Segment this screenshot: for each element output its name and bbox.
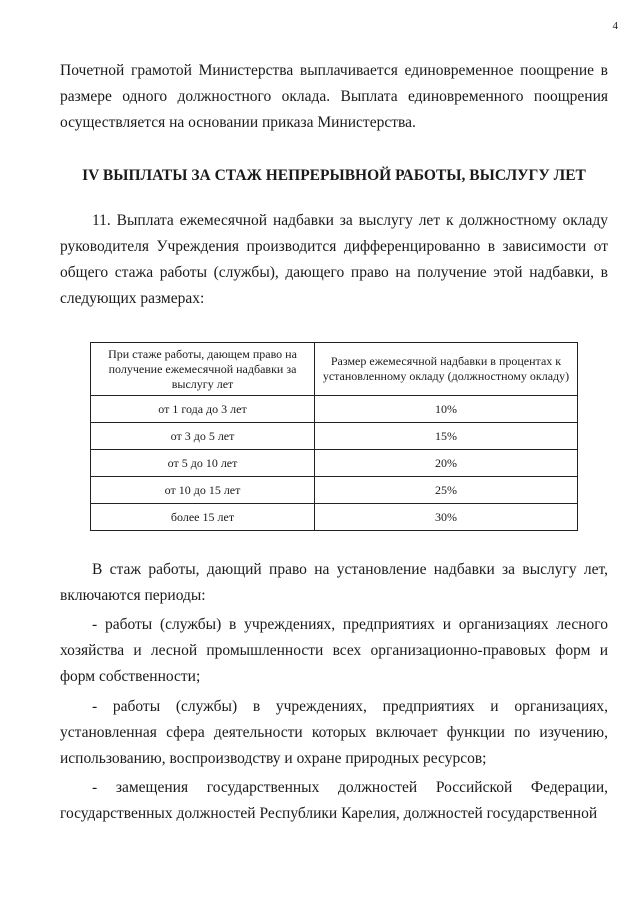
paragraph-11: 11. Выплата ежемесячной надбавки за выслугу лет к должностному окладу руководителя Учреждения производится дифференцированно в зависимости от общего стажа работы (службы), дающего право на получение этой надбавки, в следующих размерах: — [60, 212, 608, 307]
section-heading: IV ВЫПЛАТЫ ЗА СТАЖ НЕПРЕРЫВНОЙ РАБОТЫ, ВЫСЛУГУ ЛЕТ — [82, 167, 586, 184]
table-row — [91, 450, 578, 477]
table-cell-rate: 20% — [315, 450, 578, 477]
page-number: 4 — [612, 20, 618, 32]
table-cell-period: от 5 до 10 лет — [91, 450, 315, 477]
table-row — [91, 477, 578, 504]
list-item: - работы (службы) в учреждениях, предприятиях и организациях, установленная сфера деятельности которых включает функции по изучению, использованию, воспроизводству и охране природных ресурсов; — [60, 698, 608, 767]
intro-paragraph: Почетной грамотой Министерства выплачивается единовременное поощрение в размере одного должностного оклада. Выплата единовременного поощрения осуществляется на основании приказа Министерства. — [60, 62, 608, 131]
table-cell-period: от 1 года до 3 лет — [91, 396, 315, 423]
table-header-row — [91, 343, 578, 396]
table-header-period: При стаже работы, дающем право на получение ежемесячной надбавки за выслугу лет — [91, 343, 315, 396]
table-cell-rate: 25% — [315, 477, 578, 504]
table-cell-period: от 3 до 5 лет — [91, 423, 315, 450]
table-cell-rate: 30% — [315, 504, 578, 531]
table-cell-rate: 10% — [315, 396, 578, 423]
table-row — [91, 423, 578, 450]
table-cell-period: от 10 до 15 лет — [91, 477, 315, 504]
table-header-rate: Размер ежемесячной надбавки в процентах к установленному окладу (должностному окладу) — [315, 343, 578, 396]
table-cell-period: более 15 лет — [91, 504, 315, 531]
list-item: - работы (службы) в учреждениях, предприятиях и организациях лесного хозяйства и лесной промышленности всех организационно-правовых форм и форм собственности; — [60, 616, 608, 685]
table-row — [91, 504, 578, 531]
table-cell-rate: 15% — [315, 423, 578, 450]
allowance-table — [90, 342, 578, 531]
list-item: - замещения государственных должностей Российской Федерации, государственных должностей Республики Карелия, должностей государственной — [60, 779, 608, 822]
table-row — [91, 396, 578, 423]
paragraph-periods: В стаж работы, дающий право на установление надбавки за выслугу лет, включаются периоды: — [60, 561, 608, 604]
